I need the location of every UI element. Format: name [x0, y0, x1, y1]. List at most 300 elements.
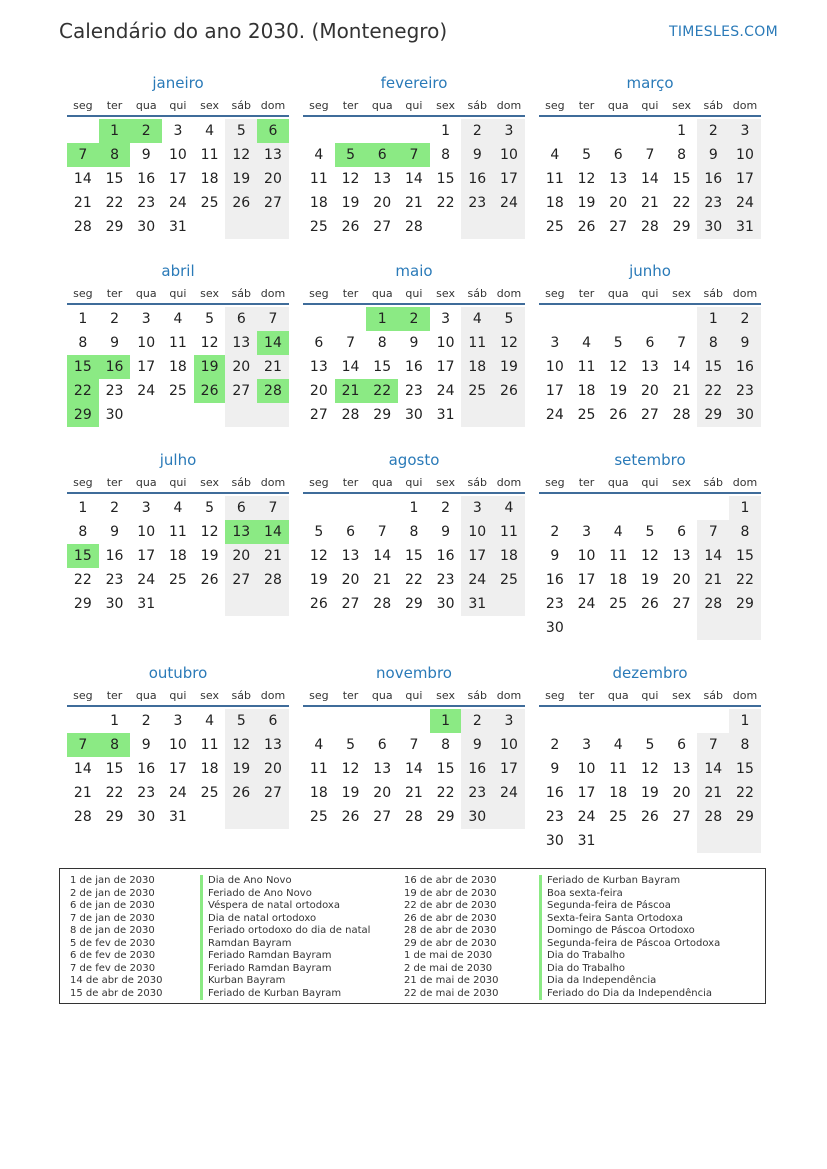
weekday-header	[303, 687, 525, 707]
day-cell: 29	[404, 596, 423, 612]
day-cell: 14	[640, 171, 659, 187]
day-cell: 28	[257, 568, 289, 592]
legend-holiday-name: Feriado Ramdan Bayram	[200, 950, 370, 963]
weekday-label: sáb	[467, 476, 488, 489]
weekday-label: sex	[672, 476, 691, 489]
day-cell: 12	[341, 761, 360, 777]
day-cell: 29	[729, 805, 761, 829]
day-cell: 2	[110, 500, 119, 516]
day-cell: 14	[697, 757, 729, 781]
day-grid	[67, 496, 289, 616]
day-cell: 24	[577, 809, 596, 825]
day-cell: 2	[130, 119, 162, 143]
day-cell: 18	[461, 355, 493, 379]
day-cell: 17	[137, 359, 156, 375]
day-cell: 13	[672, 548, 691, 564]
day-cell: 6	[677, 524, 687, 540]
empty-cell	[602, 616, 634, 640]
legend-holiday-name: Feriado de Kurban Bayram	[539, 875, 720, 888]
day-cell: 17	[545, 383, 564, 399]
day-cell: 7	[697, 733, 729, 757]
day-cell: 19	[200, 548, 219, 564]
day-cell: 16	[697, 167, 729, 191]
month-name: outubro	[148, 664, 208, 682]
empty-cell	[398, 119, 430, 143]
empty-cell	[634, 119, 666, 143]
day-cell: 13	[309, 359, 328, 375]
empty-cell	[225, 403, 257, 427]
empty-cell	[634, 709, 666, 733]
day-cell: 17	[436, 359, 455, 375]
day-cell: 19	[640, 572, 659, 588]
day-cell: 22	[366, 379, 398, 403]
empty-cell	[539, 709, 571, 733]
day-cell: 25	[609, 809, 628, 825]
empty-cell	[461, 215, 493, 239]
month-janeiro	[67, 73, 289, 239]
weekday-header	[539, 97, 761, 117]
day-cell: 28	[697, 592, 729, 616]
day-cell: 19	[225, 757, 257, 781]
day-cell: 31	[577, 833, 596, 849]
day-cell: 16	[545, 572, 564, 588]
day-cell: 18	[609, 785, 628, 801]
empty-cell	[225, 805, 257, 829]
day-cell: 4	[550, 147, 560, 163]
weekday-label: dom	[496, 287, 522, 300]
day-cell: 1	[441, 123, 451, 139]
day-cell: 17	[137, 548, 156, 564]
month-name: abril	[161, 262, 195, 280]
day-cell: 26	[341, 219, 360, 235]
day-cell: 26	[194, 379, 226, 403]
day-cell: 27	[672, 596, 691, 612]
weekday-label: sáb	[703, 476, 724, 489]
day-cell: 16	[105, 548, 124, 564]
day-cell: 25	[545, 219, 564, 235]
weekday-label: dom	[732, 689, 758, 702]
day-cell: 3	[173, 713, 183, 729]
day-cell: 15	[105, 171, 124, 187]
day-cell: 12	[609, 359, 628, 375]
day-cell: 19	[493, 355, 525, 379]
empty-cell	[634, 829, 666, 853]
weekday-label: qua	[607, 689, 629, 702]
day-cell: 24	[168, 195, 187, 211]
weekday-label: ter	[578, 99, 595, 112]
weekday-label: dom	[260, 99, 286, 112]
day-cell: 5	[225, 709, 257, 733]
day-cell: 5	[314, 524, 324, 540]
weekday-header	[67, 97, 289, 117]
day-cell: 28	[341, 407, 360, 423]
empty-cell	[303, 709, 335, 733]
day-cell: 2	[729, 307, 761, 331]
day-cell: 6	[645, 335, 655, 351]
day-cell: 23	[404, 383, 423, 399]
empty-cell	[697, 616, 729, 640]
weekday-label: sex	[436, 99, 455, 112]
day-cell: 30	[545, 620, 564, 636]
day-cell: 23	[137, 195, 156, 211]
day-cell: 16	[137, 761, 156, 777]
weekday-label: ter	[342, 99, 359, 112]
day-cell: 22	[73, 572, 92, 588]
empty-cell	[493, 805, 525, 829]
empty-cell	[303, 496, 335, 520]
day-cell: 24	[137, 383, 156, 399]
day-cell: 29	[105, 809, 124, 825]
day-cell: 11	[461, 331, 493, 355]
day-cell: 2	[461, 709, 493, 733]
day-cell: 7	[67, 143, 99, 167]
day-cell: 10	[577, 548, 596, 564]
day-cell: 5	[645, 737, 655, 753]
weekday-label: sex	[436, 287, 455, 300]
legend-holiday-name: Segunda-feira de Páscoa Ortodoxa	[539, 938, 720, 951]
empty-cell	[130, 403, 162, 427]
day-grid	[303, 496, 525, 616]
day-cell: 2	[550, 737, 560, 753]
day-cell: 25	[309, 219, 328, 235]
day-cell: 3	[441, 311, 451, 327]
day-cell: 11	[168, 524, 187, 540]
legend-holiday-name: Kurban Bayram	[200, 975, 370, 988]
day-cell: 26	[609, 407, 628, 423]
day-cell: 14	[672, 359, 691, 375]
day-cell: 1	[697, 307, 729, 331]
day-cell: 16	[404, 359, 423, 375]
day-cell: 5	[493, 307, 525, 331]
day-cell: 27	[225, 379, 257, 403]
legend-date: 14 de abr de 2030	[70, 975, 163, 986]
day-cell: 10	[493, 733, 525, 757]
day-cell: 15	[672, 171, 691, 187]
weekday-label: qua	[371, 689, 393, 702]
day-cell: 15	[729, 544, 761, 568]
day-cell: 4	[205, 713, 215, 729]
day-cell: 12	[225, 733, 257, 757]
day-cell: 9	[110, 524, 119, 540]
day-cell: 9	[141, 737, 151, 753]
weekday-label: qui	[405, 287, 423, 300]
day-cell: 18	[168, 548, 187, 564]
day-cell: 1	[78, 500, 88, 516]
day-cell: 19	[341, 195, 360, 211]
empty-cell	[335, 496, 367, 520]
day-cell: 14	[257, 520, 289, 544]
empty-cell	[571, 307, 603, 331]
day-cell: 19	[609, 383, 628, 399]
day-cell: 23	[137, 785, 156, 801]
empty-cell	[194, 215, 226, 239]
day-cell: 21	[640, 195, 659, 211]
day-cell: 14	[73, 761, 92, 777]
weekday-label: qui	[641, 689, 659, 702]
day-cell: 1	[677, 123, 687, 139]
weekday-label: sáb	[467, 287, 488, 300]
day-cell: 29	[672, 219, 691, 235]
day-cell: 14	[73, 171, 92, 187]
empty-cell	[366, 496, 398, 520]
day-cell: 3	[729, 119, 761, 143]
day-cell: 23	[545, 809, 564, 825]
weekday-label: qui	[405, 689, 423, 702]
day-cell: 30	[436, 596, 455, 612]
day-cell: 17	[493, 757, 525, 781]
weekday-header	[303, 285, 525, 305]
day-cell: 7	[67, 733, 99, 757]
day-cell: 27	[309, 407, 328, 423]
day-cell: 26	[493, 379, 525, 403]
weekday-label: qui	[169, 689, 187, 702]
day-cell: 20	[609, 195, 628, 211]
day-grid	[539, 496, 761, 640]
day-cell: 20	[257, 757, 289, 781]
legend-holiday-name: Dia de Ano Novo	[200, 875, 370, 888]
weekday-header	[539, 687, 761, 707]
weekday-label: qui	[405, 476, 423, 489]
empty-cell	[335, 709, 367, 733]
weekday-label: qua	[371, 99, 393, 112]
weekday-label: ter	[342, 476, 359, 489]
legend-date: 7 de fev de 2030	[70, 962, 156, 974]
day-cell: 4	[582, 335, 591, 351]
day-cell: 13	[257, 143, 289, 167]
weekday-header	[67, 285, 289, 305]
day-cell: 7	[409, 737, 419, 753]
weekday-label: seg	[73, 689, 93, 702]
weekday-label: seg	[309, 476, 329, 489]
day-cell: 28	[640, 219, 659, 235]
legend-date: 22 de mai de 2030	[404, 987, 499, 999]
empty-cell	[493, 592, 525, 616]
day-cell: 30	[404, 407, 423, 423]
day-cell: 23	[545, 596, 564, 612]
day-cell: 12	[309, 548, 328, 564]
legend-names-col-2	[539, 875, 720, 1000]
weekday-label: sáb	[703, 99, 724, 112]
legend-date: 8 de jan de 2030	[70, 925, 155, 936]
legend-date: 22 de abr de 2030	[404, 900, 497, 911]
day-cell: 22	[404, 572, 423, 588]
day-cell: 21	[73, 195, 92, 211]
day-cell: 1	[366, 307, 398, 331]
empty-cell	[162, 592, 194, 616]
weekday-label: qui	[169, 99, 187, 112]
day-cell: 19	[225, 167, 257, 191]
legend-date: 26 de abr de 2030	[404, 912, 497, 924]
weekday-label: ter	[106, 689, 123, 702]
day-cell: 27	[257, 191, 289, 215]
day-cell: 24	[729, 191, 761, 215]
legend-holiday-name: Segunda-feira de Páscoa	[539, 900, 720, 913]
day-cell: 6	[225, 496, 257, 520]
empty-cell	[194, 592, 226, 616]
day-cell: 27	[672, 809, 691, 825]
legend-holiday-name: Dia de natal ortodoxo	[200, 913, 370, 926]
day-cell: 18	[609, 572, 628, 588]
day-grid	[303, 307, 525, 427]
day-cell: 10	[461, 520, 493, 544]
weekday-label: dom	[496, 476, 522, 489]
day-cell: 15	[729, 757, 761, 781]
legend-dates-col-1	[70, 875, 162, 1000]
day-cell: 22	[697, 379, 729, 403]
day-cell: 20	[672, 572, 691, 588]
day-cell: 2	[461, 119, 493, 143]
weekday-label: sáb	[231, 99, 252, 112]
month-name: janeiro	[152, 74, 204, 92]
empty-cell	[602, 829, 634, 853]
day-cell: 1	[430, 709, 462, 733]
day-cell: 11	[545, 171, 564, 187]
day-cell: 4	[493, 496, 525, 520]
month-agosto	[303, 450, 525, 616]
day-cell: 20	[309, 383, 328, 399]
day-cell: 14	[697, 544, 729, 568]
day-cell: 13	[257, 733, 289, 757]
weekday-label: sáb	[231, 689, 252, 702]
day-cell: 27	[609, 219, 628, 235]
empty-cell	[67, 709, 99, 733]
legend-holiday-name: Dia do Trabalho	[539, 963, 720, 976]
empty-cell	[335, 119, 367, 143]
legend-date: 6 de jan de 2030	[70, 900, 155, 911]
weekday-label: qua	[135, 99, 157, 112]
weekday-label: dom	[732, 287, 758, 300]
day-cell: 17	[729, 167, 761, 191]
legend-date: 21 de mai de 2030	[404, 975, 499, 986]
day-cell: 16	[461, 167, 493, 191]
day-cell: 25	[577, 407, 596, 423]
month-name: dezembro	[612, 664, 688, 682]
weekday-label: sex	[672, 99, 691, 112]
month-maio	[303, 261, 525, 427]
day-cell: 7	[257, 307, 289, 331]
weekday-label: qui	[641, 99, 659, 112]
day-cell: 18	[168, 359, 187, 375]
day-cell: 21	[373, 572, 392, 588]
legend-date: 2 de mai de 2030	[404, 962, 493, 974]
empty-cell	[602, 496, 634, 520]
day-cell: 29	[373, 407, 392, 423]
day-cell: 3	[550, 335, 560, 351]
day-cell: 22	[672, 195, 691, 211]
day-cell: 12	[341, 171, 360, 187]
weekday-label: qua	[135, 287, 157, 300]
empty-cell	[225, 592, 257, 616]
day-cell: 11	[200, 147, 219, 163]
weekday-label: sex	[672, 689, 691, 702]
empty-cell	[729, 616, 761, 640]
day-cell: 18	[545, 195, 564, 211]
day-cell: 16	[137, 171, 156, 187]
day-cell: 10	[168, 147, 187, 163]
weekday-label: seg	[309, 99, 329, 112]
legend-dates-col-2	[404, 875, 499, 1000]
weekday-label: sex	[200, 99, 219, 112]
day-cell: 8	[78, 335, 88, 351]
day-cell: 9	[550, 761, 560, 777]
day-cell: 25	[200, 195, 219, 211]
day-cell: 12	[225, 143, 257, 167]
day-cell: 7	[377, 524, 387, 540]
weekday-label: dom	[732, 476, 758, 489]
weekday-label: ter	[578, 287, 595, 300]
day-cell: 7	[346, 335, 355, 351]
day-cell: 5	[645, 524, 655, 540]
legend-names-col-1	[200, 875, 370, 1000]
day-cell: 4	[613, 737, 623, 753]
empty-cell	[571, 119, 603, 143]
day-cell: 29	[697, 403, 729, 427]
empty-cell	[634, 496, 666, 520]
empty-cell	[493, 403, 525, 427]
day-cell: 14	[373, 548, 392, 564]
weekday-label: sex	[200, 689, 219, 702]
day-cell: 31	[461, 592, 493, 616]
brand-link[interactable]: TIMESLES.COM	[669, 24, 778, 40]
empty-cell	[602, 307, 634, 331]
day-cell: 7	[645, 147, 655, 163]
empty-cell	[666, 616, 698, 640]
day-cell: 6	[257, 119, 289, 143]
day-cell: 24	[137, 572, 156, 588]
month-name: agosto	[388, 451, 440, 469]
day-cell: 9	[409, 335, 419, 351]
day-cell: 10	[577, 761, 596, 777]
day-cell: 1	[99, 119, 131, 143]
day-cell: 25	[168, 383, 187, 399]
empty-cell	[666, 829, 698, 853]
day-cell: 6	[314, 335, 324, 351]
day-cell: 21	[335, 379, 367, 403]
day-cell: 2	[550, 524, 560, 540]
day-cell: 16	[545, 785, 564, 801]
day-cell: 19	[640, 785, 659, 801]
day-cell: 15	[67, 355, 99, 379]
day-cell: 11	[577, 359, 596, 375]
day-cell: 23	[729, 379, 761, 403]
day-cell: 21	[697, 781, 729, 805]
legend-holiday-name: Sexta-feira Santa Ortodoxa	[539, 913, 720, 926]
day-cell: 6	[366, 143, 398, 167]
day-cell: 14	[257, 331, 289, 355]
day-cell: 5	[335, 143, 367, 167]
day-cell: 22	[105, 195, 124, 211]
day-cell: 11	[309, 761, 328, 777]
month-dezembro	[539, 663, 761, 853]
day-cell: 29	[105, 219, 124, 235]
legend-date: 7 de jan de 2030	[70, 912, 155, 924]
weekday-label: qui	[641, 476, 659, 489]
weekday-label: qua	[371, 287, 393, 300]
day-cell: 10	[493, 143, 525, 167]
day-cell: 6	[377, 737, 387, 753]
day-cell: 8	[677, 147, 687, 163]
day-cell: 31	[168, 219, 187, 235]
weekday-label: dom	[496, 689, 522, 702]
day-cell: 13	[225, 331, 257, 355]
day-cell: 30	[729, 403, 761, 427]
weekday-label: sex	[436, 476, 455, 489]
day-cell: 11	[200, 737, 219, 753]
day-cell: 27	[225, 568, 257, 592]
day-cell: 26	[640, 809, 659, 825]
day-cell: 6	[225, 307, 257, 331]
day-cell: 5	[225, 119, 257, 143]
